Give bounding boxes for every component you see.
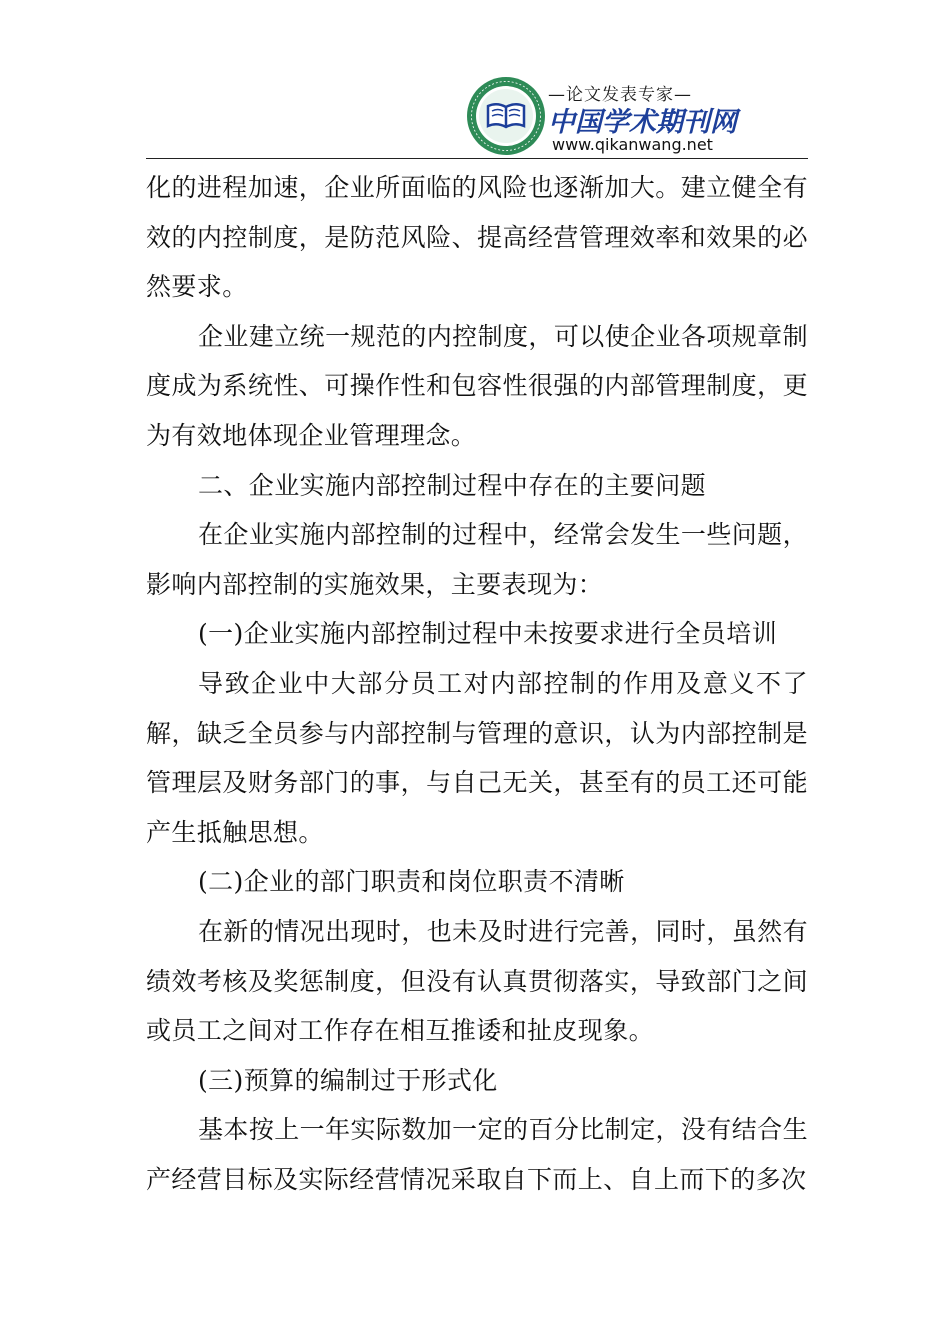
paragraph-1: 化的进程加速，企业所面临的风险也逐渐加大。建立健全有效的内控制度，是防范风险、提高经营管理效率和效果的必然要求。 xyxy=(146,173,808,302)
paragraph-3: 在企业实施内部控制的过程中，经常会发生一些问题，影响内部控制的实施效果，主要表现为： xyxy=(146,520,808,599)
logo-site-name: 中国学术期刊网 xyxy=(548,107,737,138)
header-divider xyxy=(146,158,808,159)
document-body xyxy=(146,163,808,1204)
subheading-1: (一)企业实施内部控制过程中未按要求进行全员培训 xyxy=(198,619,778,649)
paragraph-6: 基本按上一年实际数加一定的百分比制定，没有结合生产经营目标及实际经营情况采取自下而上、自上而下的多次 xyxy=(146,1115,808,1194)
subheading-3: (三)预算的编制过于形式化 xyxy=(198,1065,498,1095)
page-header xyxy=(0,0,950,160)
logo-site-url: www.qikanwang.net xyxy=(552,135,713,154)
section-heading-2: 二、企业实施内部控制过程中存在的主要问题 xyxy=(198,470,707,500)
subheading-2: (二)企业的部门职责和岗位职责不清晰 xyxy=(198,867,625,897)
paragraph-4: 导致企业中大部分员工对内部控制的作用及意义不了解，缺乏全员参与内部控制与管理的意识，认为内部控制是管理层及财务部门的事，与自己无关，甚至有的员工还可能产生抵触思想。 xyxy=(146,668,808,847)
paragraph-5: 在新的情况出现时，也未及时进行完善，同时，虽然有绩效考核及奖惩制度，但没有认真贯彻落实，导致部门之间或员工之间对工作存在相互推诿和扯皮现象。 xyxy=(146,916,808,1046)
qikanwang-logo-seal-icon xyxy=(466,76,546,156)
paragraph-2: 企业建立统一规范的内控制度，可以使企业各项规章制度成为系统性、可操作性和包容性很强的内部管理制度，更为有效地体现企业管理理念。 xyxy=(146,321,808,450)
logo-tagline: —论文发表专家— xyxy=(548,85,692,105)
